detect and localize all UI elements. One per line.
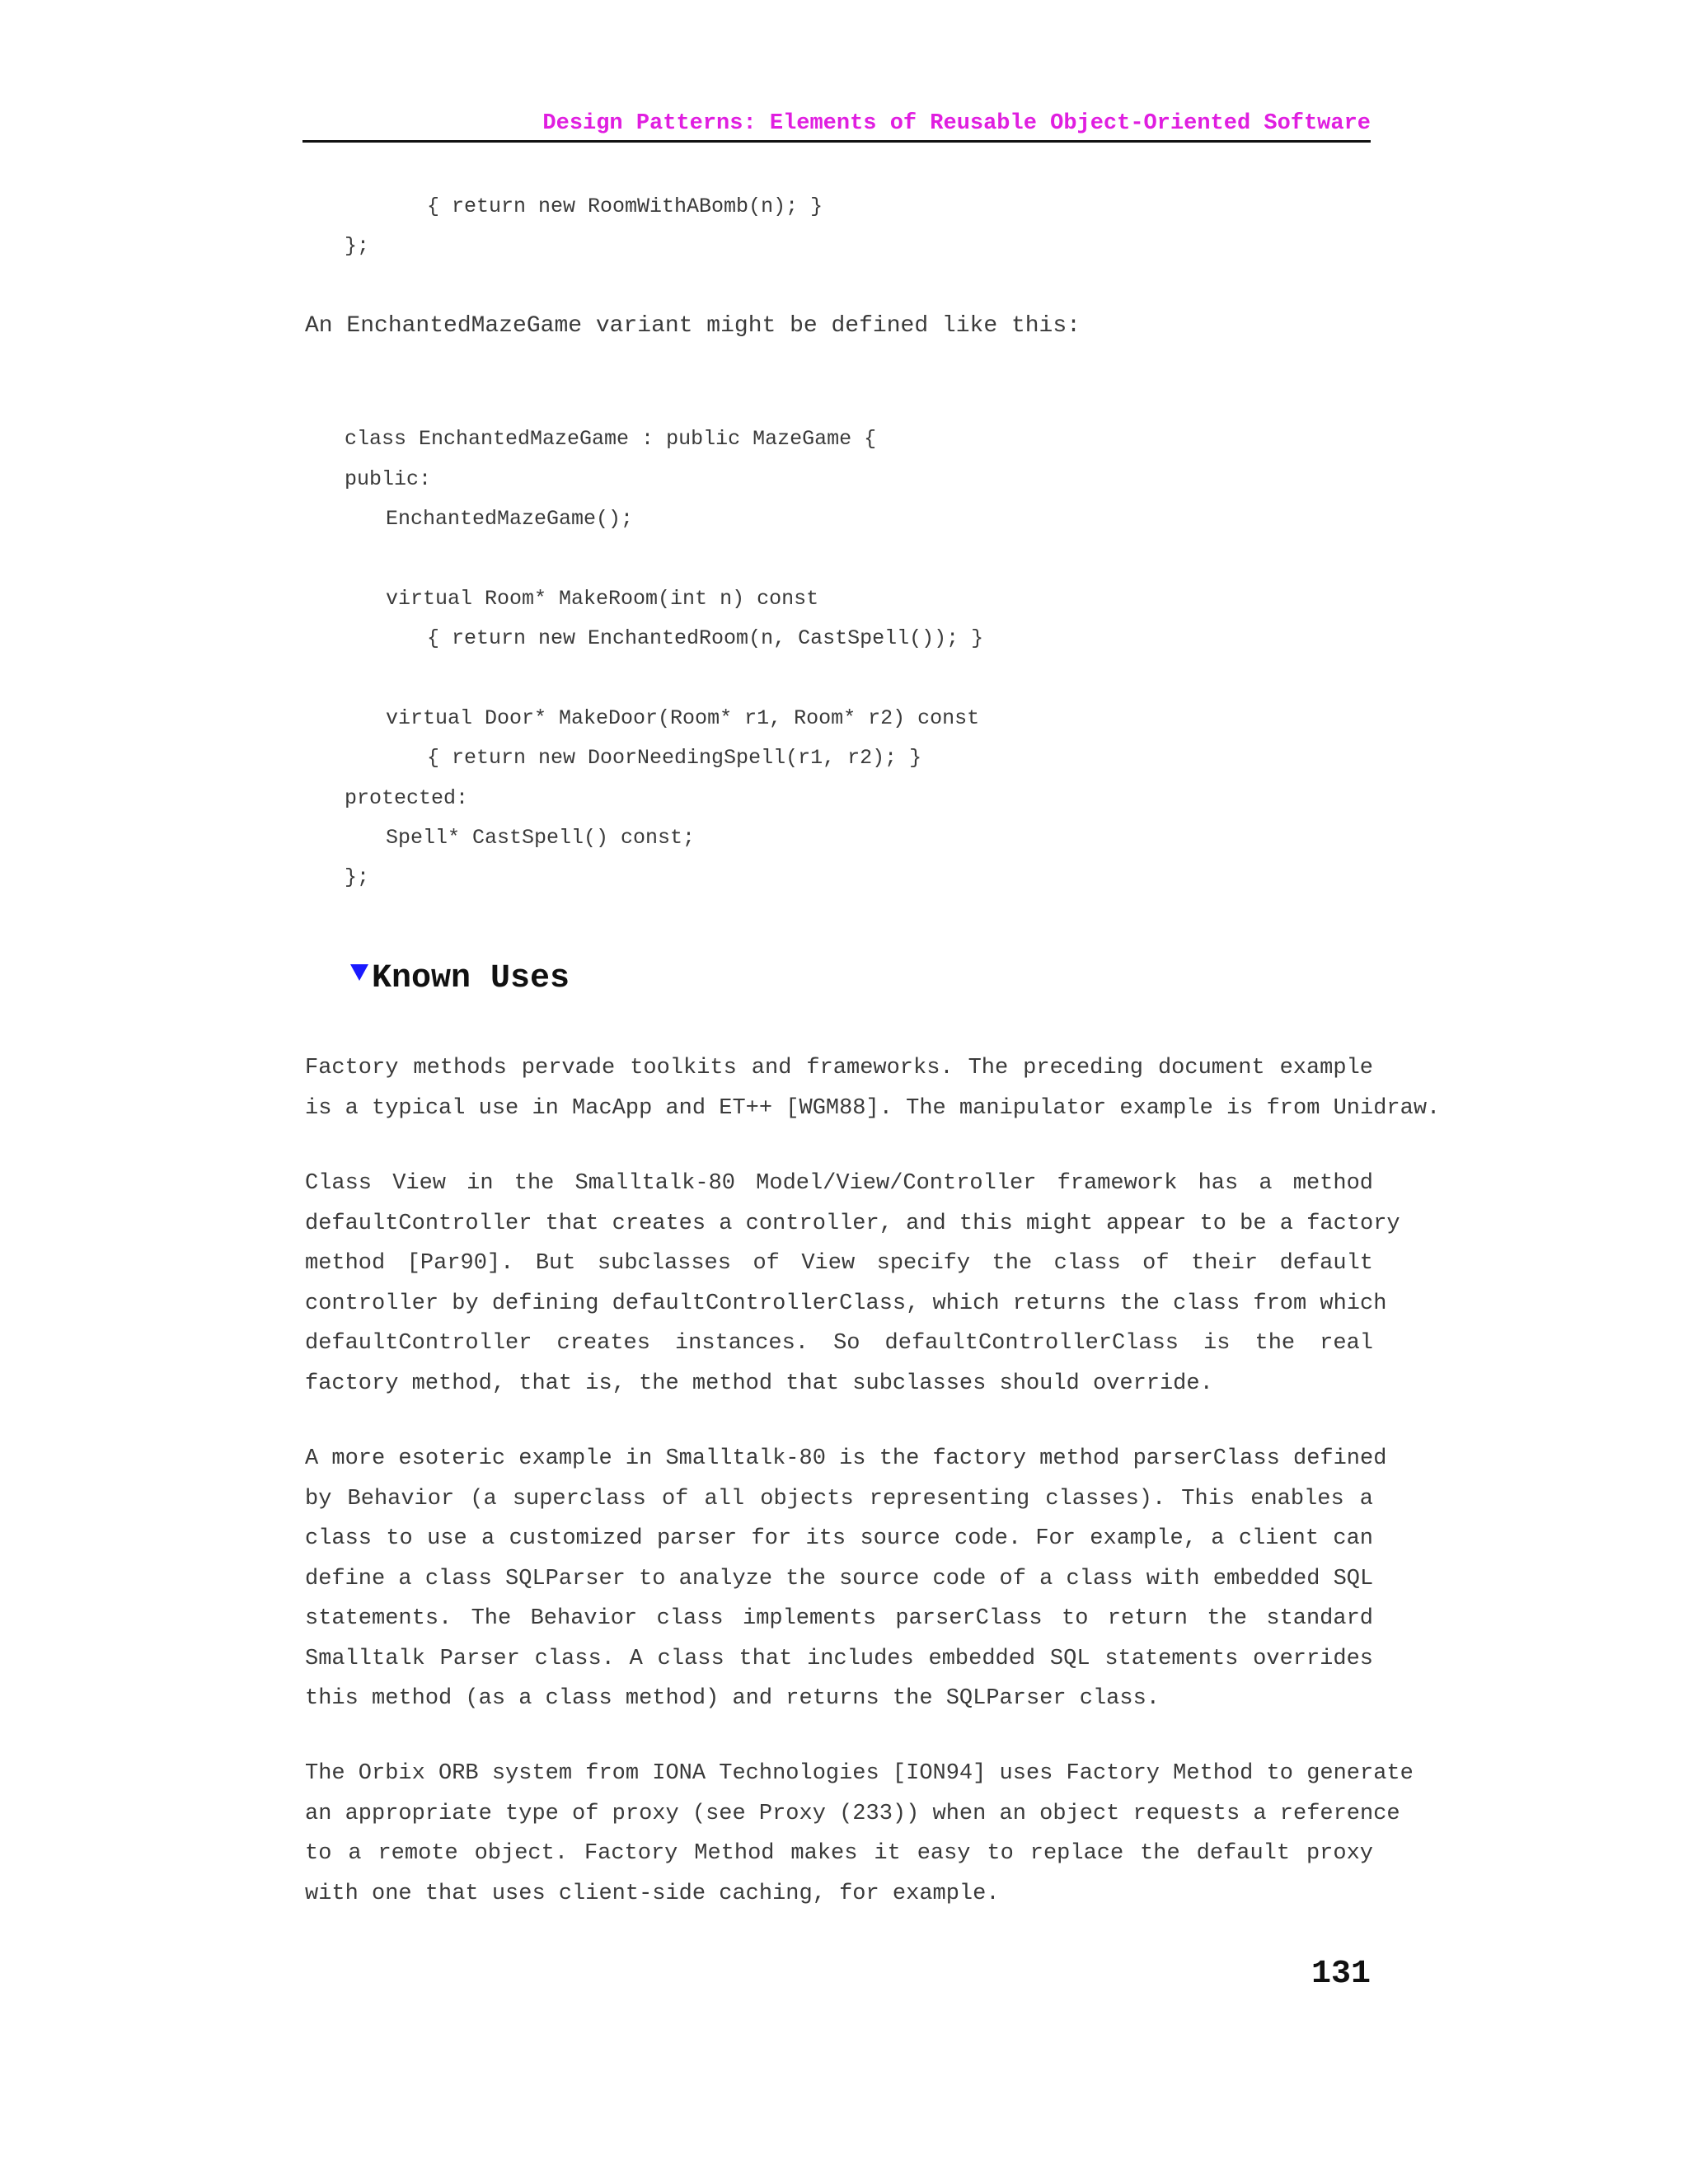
- paragraph: [305, 1048, 1441, 1128]
- paragraph-line: by Behavior (a superclass of all objects representing classes). This enables a: [305, 1486, 1373, 1511]
- paragraph-line: factory method, that is, the method that subclasses should override.: [305, 1371, 1213, 1396]
- paragraph-line: Class View in the Smalltalk-80 Model/View/Controller framework has a method: [305, 1171, 1373, 1196]
- paragraph-line: controller by defining defaultControllerClass, which returns the class from which: [305, 1291, 1387, 1316]
- code-line: Spell* CastSpell() const;: [386, 826, 696, 850]
- code-line: virtual Door* MakeDoor(Room* r1, Room* r2) const: [386, 706, 980, 730]
- code-line: EnchantedMazeGame();: [386, 507, 634, 531]
- code-line: virtual Room* MakeRoom(int n) const: [386, 587, 819, 611]
- code-line: };: [345, 234, 370, 258]
- paragraph-line: method [Par90]. But subclasses of View specify the class of their default: [305, 1251, 1373, 1276]
- running-header: Design Patterns: Elements of Reusable Object-Oriented Software: [542, 111, 1371, 136]
- paragraph: [305, 1754, 1414, 1914]
- paragraph-line: to a remote object. Factory Method makes it easy to replace the default proxy: [305, 1841, 1373, 1866]
- code-line: public:: [345, 467, 432, 491]
- paragraph-line: with one that uses client-side caching, for example.: [305, 1881, 1000, 1906]
- code-line: { return new RoomWithABomb(n); }: [427, 194, 823, 218]
- paragraph-line: an appropriate type of proxy (see Proxy (233)) when an object requests a reference: [305, 1801, 1400, 1826]
- paragraph: [305, 1164, 1400, 1404]
- paragraph-line: Factory methods pervade toolkits and frameworks. The preceding document example: [305, 1056, 1373, 1080]
- paragraph-line: this method (as a class method) and returns the SQLParser class.: [305, 1686, 1160, 1711]
- header-rule: [302, 140, 1371, 143]
- paragraph-line: class to use a customized parser for its source code. For example, a client can: [305, 1526, 1373, 1551]
- code-line: protected:: [345, 786, 469, 810]
- paragraph-line: is a typical use in MacApp and ET++ [WGM88]. The manipulator example is from Unidraw.: [305, 1095, 1441, 1121]
- paragraph-line: defaultController that creates a controller, and this might appear to be a factory: [305, 1211, 1400, 1236]
- paragraph: [305, 1439, 1387, 1719]
- triangle-down-icon[interactable]: [350, 964, 368, 981]
- paragraph-line: The Orbix ORB system from IONA Technologies [ION94] uses Factory Method to generate: [305, 1761, 1414, 1786]
- paragraph-line: statements. The Behavior class implements parserClass to return the standard: [305, 1606, 1373, 1631]
- paragraph-line: A more esoteric example in Smalltalk-80 is the factory method parserClass defined: [305, 1446, 1387, 1471]
- code-line: { return new DoorNeedingSpell(r1, r2); }: [427, 746, 922, 770]
- page-number: 131: [1311, 1956, 1371, 1993]
- intro-text: An EnchantedMazeGame variant might be defined like this:: [305, 313, 1081, 339]
- code-line: };: [345, 865, 370, 889]
- section-heading: [350, 956, 570, 1002]
- section-title: Known Uses: [372, 960, 570, 997]
- paragraph-line: defaultController creates instances. So defaultControllerClass is the real: [305, 1331, 1373, 1356]
- code-line: class EnchantedMazeGame : public MazeGame {: [345, 427, 877, 451]
- paragraph-line: Smalltalk Parser class. A class that includes embedded SQL statements overrides: [305, 1646, 1373, 1671]
- code-line: { return new EnchantedRoom(n, CastSpell()); }: [427, 626, 984, 650]
- paragraph-line: define a class SQLParser to analyze the source code of a class with embedded SQL: [305, 1566, 1374, 1591]
